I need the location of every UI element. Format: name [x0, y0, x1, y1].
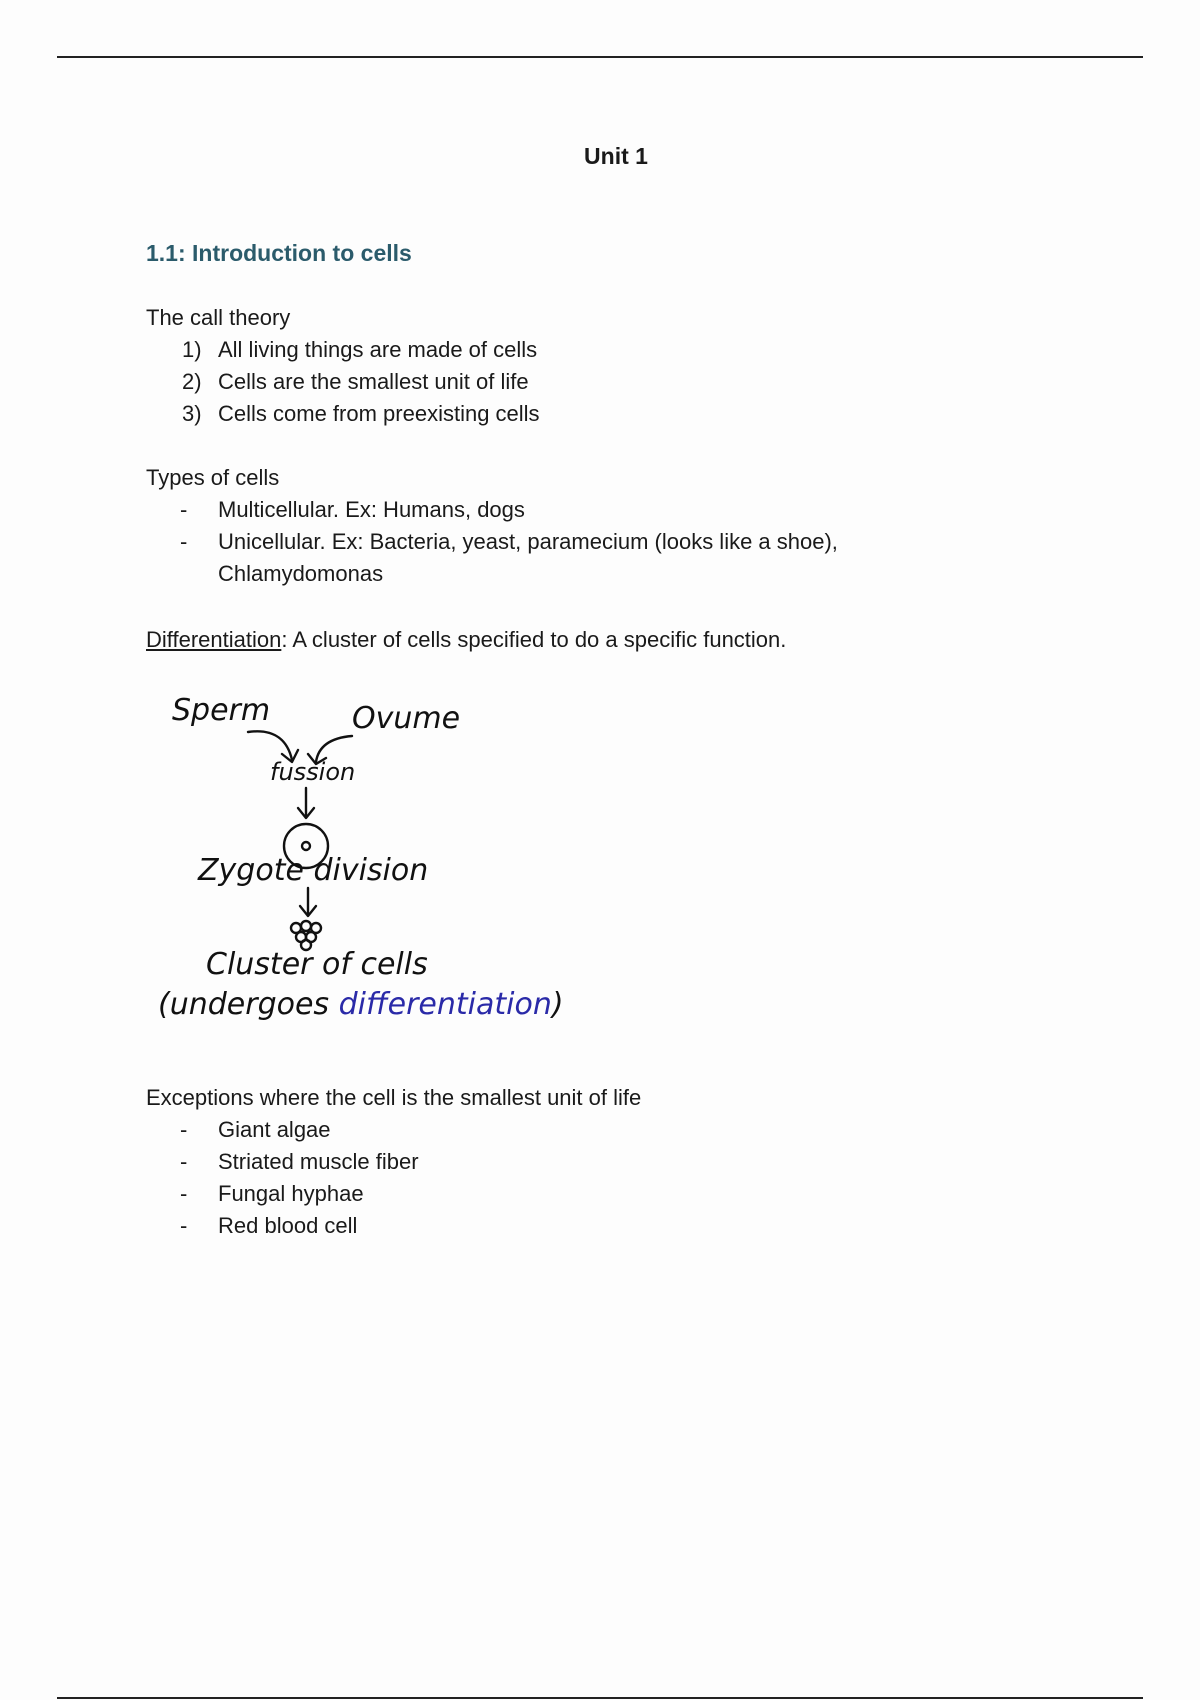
list-marker: -	[180, 529, 188, 554]
list-marker: 1)	[182, 337, 202, 362]
list-item-text: Giant algae	[218, 1117, 331, 1142]
list-item-text: Cells come from preexisting cells	[218, 401, 540, 426]
list-item	[146, 1210, 641, 1242]
list-item-text: Fungal hyphae	[218, 1181, 364, 1206]
list-item	[146, 494, 986, 526]
handwritten-diagram	[156, 680, 636, 1030]
undergoes-label	[158, 987, 564, 1022]
cell-theory-list	[146, 334, 540, 430]
top-rule	[57, 56, 1143, 58]
zygote-label: Zygote division	[198, 853, 429, 888]
cell-theory-block	[146, 302, 540, 430]
list-item	[146, 366, 540, 398]
differentiation-text: : A cluster of cells specified to do a specific function.	[281, 627, 787, 652]
list-marker: -	[180, 1149, 188, 1174]
list-item	[146, 526, 986, 590]
differentiation-term: Differentiation	[146, 627, 282, 652]
list-item	[146, 1114, 641, 1146]
list-marker: -	[180, 497, 188, 522]
list-item-text: Red blood cell	[218, 1213, 358, 1238]
types-of-cells-list	[146, 494, 986, 590]
differentiation-definition	[146, 624, 786, 656]
exceptions-list	[146, 1114, 641, 1242]
types-of-cells-block	[146, 462, 986, 590]
list-item-text: Cells are the smallest unit of life	[218, 369, 529, 394]
list-marker: -	[180, 1181, 188, 1206]
list-marker: 3)	[182, 401, 202, 426]
fusion-label: fussion	[270, 758, 356, 786]
list-marker: -	[180, 1117, 188, 1142]
types-of-cells-heading: Types of cells	[146, 465, 280, 490]
exceptions-block	[146, 1082, 641, 1242]
list-marker: -	[180, 1213, 188, 1238]
cell-cluster-drawing	[291, 921, 321, 950]
cell-theory-heading: The call theory	[146, 305, 291, 330]
list-item	[146, 1146, 641, 1178]
list-item-text: Striated muscle fiber	[218, 1149, 419, 1174]
zygote-nucleus	[302, 842, 310, 850]
undergoes-differentiation: differentiation	[338, 987, 552, 1022]
ovum-label: Ovume	[352, 701, 461, 736]
list-marker: 2)	[182, 369, 202, 394]
list-item	[146, 398, 540, 430]
list-item	[146, 334, 540, 366]
bottom-rule	[57, 1697, 1143, 1699]
sperm-label: Sperm	[172, 693, 271, 728]
page-title: Unit 1	[584, 143, 648, 169]
undergoes-suffix: )	[551, 987, 564, 1022]
section-heading: 1.1: Introduction to cells	[146, 240, 412, 266]
list-item-text: All living things are made of cells	[218, 337, 538, 362]
exceptions-heading: Exceptions where the cell is the smallest unit of life	[146, 1085, 642, 1110]
list-item	[146, 1178, 641, 1210]
undergoes-prefix: (undergoes	[158, 987, 330, 1022]
list-item-text: Multicellular. Ex: Humans, dogs	[218, 497, 525, 522]
cluster-label: Cluster of cells	[206, 947, 428, 982]
list-item-text: Unicellular. Ex: Bacteria, yeast, paramecium (looks like a shoe), Chlamydomonas	[218, 529, 838, 586]
